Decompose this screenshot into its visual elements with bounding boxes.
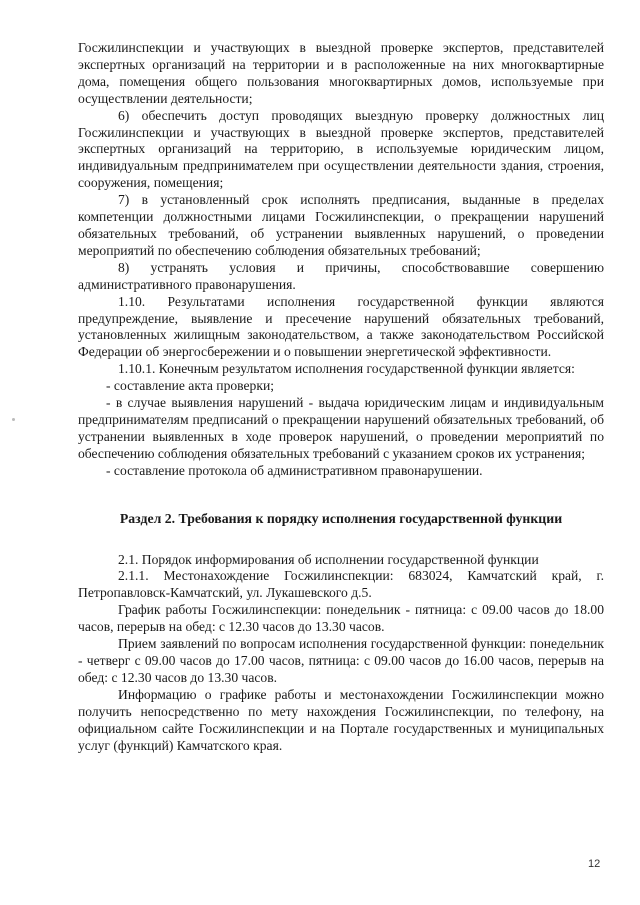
paragraph-1-10-1: 1.10.1. Конечным результатом исполнения государственной функции является: <box>118 361 575 377</box>
list-item-prescriptions: - в случае выявления нарушений - выдача юридическим лицам и индивидуальным предпринимателям предписаний о прекращении нарушений обязательных требований, об устранении выявленных в ходе проверок нарушений, о проведении мероприятий по обеспечению соблюдения обязательных требований с указанием сроков их устранения; <box>78 395 604 461</box>
paragraph-continuation: Госжилинспекции и участвующих в выездной проверке экспертов, представителей экспертных организаций на территории и в расположенные на них многоквартирные дома, помещения общего пользования многоквартирных домов, используемые при осуществлении деятельности; <box>78 40 604 106</box>
list-item-act: - составление акта проверки; <box>106 378 274 394</box>
section-title: Раздел 2. Требования к порядку исполнения государственной функции <box>119 510 563 526</box>
paragraph-reception-schedule: Прием заявлений по вопросам исполнения государственной функции: понедельник - четверг с 09.00 часов до 17.00 часов, пятница: с 09.00 часов до 16.00 часов, перерыв на обед: с 12.30 часов до 13.30 часов. <box>78 636 604 685</box>
list-item-protocol: - составление протокола об административном правонарушении. <box>106 462 483 478</box>
subsection-title: 2.1. Порядок информирования об исполнении государственной функции <box>118 551 539 567</box>
paragraph-2-1-1: 2.1.1. Местонахождение Госжилинспекции: 683024, Камчатский край, г. Петропавловск-Камчатский, ул. Лукашевского д.5. <box>78 568 604 601</box>
paragraph-work-schedule: График работы Госжилинспекции: понедельник - пятница: с 09.00 часов до 18.00 часов, перерыв на обед: с 12.30 часов до 13.30 часов. <box>78 602 604 635</box>
paragraph-1-10: 1.10. Результатами исполнения государственной функции являются предупреждение, выявление и пресечение нарушений обязательных требований, установленных жилищным законодательством, а также законодательством Российской Федерации об энергосбережении и о повышении энергетической эффективности. <box>78 293 604 360</box>
page-number: 12 <box>588 858 601 870</box>
paragraph-information: Информацию о графике работы и местонахождении Госжилинспекции можно получить непосредственно по мету нахождения Госжилинспекции, по телефону, на официальном сайте Госжилинспекции и на Портале государственных и муниципальных услуг (функций) Камчатского края. <box>78 686 604 753</box>
paragraph-item-8: 8) устранять условия и причины, способствовавшие совершению административного правонарушения. <box>78 259 604 292</box>
scan-mark <box>12 418 15 421</box>
document-page <box>78 40 604 754</box>
paragraph-item-7: 7) в установленный срок исполнять предписания, выданные в пределах компетенции должностными лицами Госжилинспекции, о прекращении нарушений обязательных требований, об устранении выявленных нарушений, о проведении мероприятий по обеспечению соблюдения обязательных требований; <box>78 192 604 258</box>
paragraph-item-6: 6) обеспечить доступ проводящих выездную проверку должностных лиц Госжилинспекции и участвующих в выездной проверке экспертов, представителей экспертных организаций на территорию, в используемые юридическим лицом, индивидуальным предпринимателем при осуществлении деятельности здания, строения, сооружения, помещения; <box>78 107 604 191</box>
